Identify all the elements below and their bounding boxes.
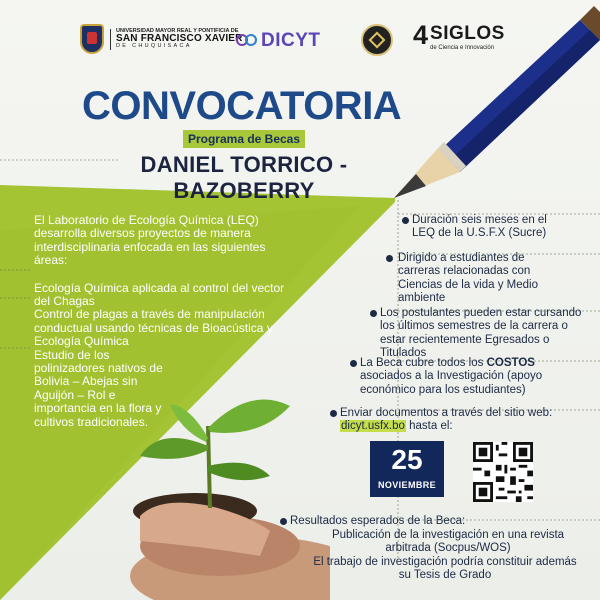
costs-post: asociados a la Investigación (apoyo económico para los estudiantes) [360, 370, 543, 396]
bullet-dot [350, 360, 357, 367]
bullet-dot [386, 255, 393, 262]
usfx-line2: SAN FRANCISCO XAVIER [116, 33, 243, 44]
usfx-line3: DE CHUQUISACA [116, 43, 192, 49]
costs-pre: La Beca cubre todos los [360, 357, 487, 369]
results-thesis: El trabajo de investigación podría constituir además su Tesis de Grado [313, 555, 577, 581]
siglos-word: SIGLOS [430, 23, 505, 44]
submit-line: Enviar documentos a través del sitio web: [340, 407, 553, 419]
deadline-date [370, 441, 444, 497]
siglos-subtitle: de Ciencia e Innovación [430, 45, 495, 51]
deadline-day: 25 [391, 444, 423, 475]
expected-results [290, 515, 580, 583]
scholarship-name: DANIEL TORRICO - BAZOBERRY [140, 152, 348, 203]
siglos-number: 4 [413, 20, 429, 50]
results-heading: Resultados esperados de la Beca: [290, 515, 466, 527]
lab-intro: El Laboratorio de Ecología Química (LEQ) desarrolla diversos proyectos de manera interdisciplinaria enfocada en las siguientes áreas: [34, 213, 266, 268]
submit-deadline-text: hasta el: [405, 420, 453, 433]
area-item: Estudio de los polinizadores nativos de Bolivia – Abejas sin Aguijón – Rol e importancia en la flora y cultivos tradicionales. [34, 347, 163, 429]
target-item: Dirigido a estudiantes de carreras relacionadas con Ciencias de la vida y Medio ambiente [398, 252, 538, 305]
dicyt-wordmark: DICYT [261, 30, 321, 51]
applicants-item: Los postulantes pueden estar cursando los últimos semestres de la carrera o estar recientemente Egresados o Titulados [380, 307, 582, 360]
area-item: Ecología Química aplicada al control del vector del Chagas [34, 280, 285, 309]
qr-code-icon[interactable] [473, 442, 533, 502]
costs-item [360, 357, 585, 397]
site-link[interactable]: dicyt.usfx.bo [341, 420, 405, 433]
bullet-dot [402, 217, 409, 224]
submit-item [340, 407, 580, 434]
program-label: Programa de Becas [183, 130, 305, 148]
deadline-month: NOVIEMBRE [377, 480, 437, 490]
bullet-dot [370, 310, 377, 317]
duration-item: Duración seis meses en el LEQ de la U.S.F.X (Sucre) [412, 214, 547, 240]
usfx-line1: UNIVERSIDAD MAYOR REAL Y PONTIFICIA DE [116, 27, 239, 34]
area-item: Control de plagas a través de manipulación conductual usando técnicas de Bioacústica y Ecología Química [34, 307, 273, 349]
bullet-dot [330, 410, 337, 417]
results-publication: Publicación de la investigación en una revista arbitrada (Socpus/WOS) [331, 528, 565, 554]
bullet-dot [280, 518, 287, 525]
costs-bold: COSTOS [486, 357, 535, 369]
poster-title: CONVOCATORIA [82, 84, 402, 128]
